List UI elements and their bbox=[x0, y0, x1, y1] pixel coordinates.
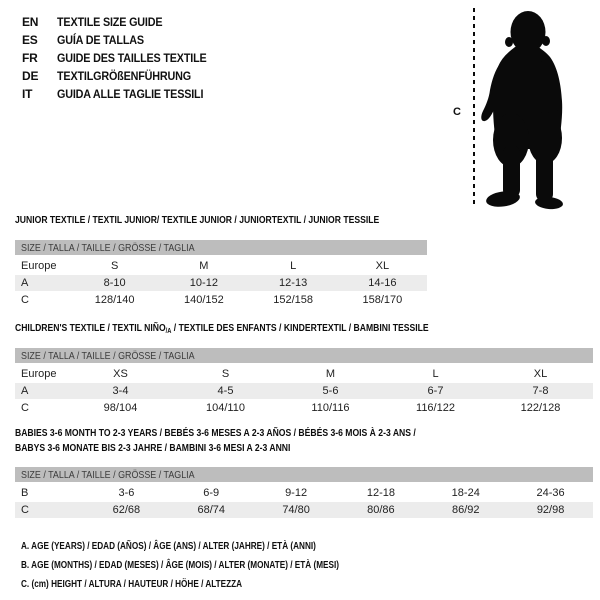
lang-row-es bbox=[22, 31, 223, 49]
table-row bbox=[15, 275, 427, 291]
table-row bbox=[15, 383, 593, 399]
lang-code: IT bbox=[22, 87, 33, 101]
lang-label: TEXTILGRÖßENFÜHRUNG bbox=[57, 69, 191, 83]
cell: 110/116 bbox=[311, 402, 350, 414]
cell: 128/140 bbox=[94, 294, 135, 306]
row-label: Europe bbox=[21, 259, 57, 272]
cell: S bbox=[221, 367, 230, 380]
cell: XL bbox=[375, 259, 390, 272]
table-row bbox=[15, 400, 593, 416]
cell: 12-18 bbox=[366, 486, 395, 499]
cell: 9-12 bbox=[285, 486, 308, 499]
cell: 18-24 bbox=[451, 486, 480, 499]
cell: 98/104 bbox=[103, 402, 138, 414]
legend-line-a: A. AGE (YEARS) / EDAD (AÑOS) / ÂGE (ANS) / ALTER (JAHRE) / ETÀ (ANNI) bbox=[21, 541, 316, 552]
cell: 10-12 bbox=[189, 277, 218, 289]
junior-textile-section bbox=[15, 213, 427, 308]
size-header-bar: SIZE / TALLA / TAILLE / GRÖSSE / TAGLIA bbox=[15, 240, 427, 255]
lang-row-en bbox=[22, 13, 223, 31]
cell: 14-16 bbox=[368, 277, 397, 289]
cell: 158/170 bbox=[362, 294, 403, 306]
cell: 140/152 bbox=[183, 294, 224, 306]
cell: 6-7 bbox=[427, 385, 444, 397]
cell: 6-9 bbox=[203, 486, 220, 499]
language-header bbox=[22, 13, 223, 103]
cell: 4-5 bbox=[217, 385, 234, 397]
cell: M bbox=[325, 367, 336, 380]
table-row bbox=[15, 292, 427, 308]
height-measure-dashed-line bbox=[473, 8, 475, 208]
cell: 3-6 bbox=[118, 486, 135, 499]
row-label: C bbox=[21, 294, 29, 306]
cell: 12-13 bbox=[279, 277, 308, 289]
nino-a-subscript: /A bbox=[165, 328, 172, 335]
lang-row-fr bbox=[22, 49, 223, 67]
cell: 8-10 bbox=[103, 277, 126, 289]
cell: M bbox=[199, 259, 209, 272]
cell: 104/110 bbox=[206, 402, 245, 414]
lang-row-it bbox=[22, 85, 223, 103]
cell: 5-6 bbox=[322, 385, 339, 397]
size-header-bar: SIZE / TALLA / TAILLE / GRÖSSE / TAGLIA bbox=[15, 467, 593, 482]
lang-code: FR bbox=[22, 51, 38, 65]
cell: XL bbox=[533, 367, 548, 380]
cell: 68/74 bbox=[197, 504, 225, 516]
cell: L bbox=[290, 259, 297, 272]
table-row bbox=[15, 502, 593, 518]
legend-line-c: C. (cm) HEIGHT / ALTURA / HAUTEUR / HÖHE / ALTEZZA bbox=[21, 579, 243, 590]
table-row bbox=[15, 365, 593, 382]
lang-row-de bbox=[22, 67, 223, 85]
row-label: B bbox=[21, 486, 29, 499]
cell: 24-36 bbox=[536, 486, 565, 499]
size-header-bar: SIZE / TALLA / TAILLE / GRÖSSE / TAGLIA bbox=[15, 348, 593, 363]
cell: 86/92 bbox=[451, 504, 480, 516]
row-label: C bbox=[21, 402, 29, 414]
table-row bbox=[15, 484, 593, 501]
children-textile-section bbox=[15, 321, 593, 416]
table-row bbox=[15, 257, 427, 274]
cell: 3-4 bbox=[112, 385, 129, 397]
toddler-silhouette-image bbox=[478, 0, 600, 220]
cell: 7-8 bbox=[532, 385, 549, 397]
cell: 116/122 bbox=[416, 402, 455, 414]
cell: 122/128 bbox=[520, 402, 561, 414]
measurement-legend bbox=[21, 537, 409, 594]
cell: 92/98 bbox=[536, 504, 565, 516]
row-label: A bbox=[21, 385, 29, 397]
lang-code: ES bbox=[22, 33, 38, 47]
legend-line-b: B. AGE (MONTHS) / EDAD (MESES) / ÂGE (MOIS) / ALTER (MONATE) / ETÀ (MESI) bbox=[21, 560, 339, 571]
row-label: Europe bbox=[21, 367, 57, 380]
row-label: A bbox=[21, 277, 29, 289]
lang-label: GUIDE DES TAILLES TEXTILE bbox=[57, 51, 207, 65]
row-label: C bbox=[21, 504, 29, 516]
cell: 80/86 bbox=[367, 504, 395, 516]
lang-code: DE bbox=[22, 69, 39, 83]
cell: XS bbox=[113, 367, 128, 380]
cell: 74/80 bbox=[282, 504, 310, 516]
babies-table-title: BABIES 3-6 MONTH TO 2-3 YEARS / BEBÉS 3-6 MESES A 2-3 AÑOS / BÉBÉS 3-6 MOIS À 2-3 ANS / BABYS 3-6 MONATE BIS 2-3 JAHRE / BAMBINI 3-6 MESI A 2-3 ANNI bbox=[15, 427, 416, 454]
cell: 152/158 bbox=[273, 294, 313, 306]
lang-label: GUÍA DE TALLAS bbox=[57, 33, 144, 47]
cell: S bbox=[110, 259, 119, 272]
lang-label: TEXTILE SIZE GUIDE bbox=[57, 15, 163, 29]
junior-table-title: JUNIOR TEXTILE / TEXTIL JUNIOR/ TEXTILE JUNIOR / JUNIORTEXTIL / JUNIOR TESSILE bbox=[15, 214, 380, 226]
lang-label: GUIDA ALLE TAGLIE TESSILI bbox=[57, 87, 204, 101]
babies-textile-section bbox=[15, 426, 593, 518]
lang-code: EN bbox=[22, 15, 39, 29]
cell: 62/68 bbox=[112, 504, 141, 516]
cell: L bbox=[432, 367, 439, 380]
children-table-title: CHILDREN'S TEXTILE / TEXTIL NIÑO/A / TEXTILE DES ENFANTS / KINDERTEXTIL / BAMBINI TESSILE bbox=[15, 322, 429, 335]
height-measure-label: C bbox=[453, 106, 461, 118]
